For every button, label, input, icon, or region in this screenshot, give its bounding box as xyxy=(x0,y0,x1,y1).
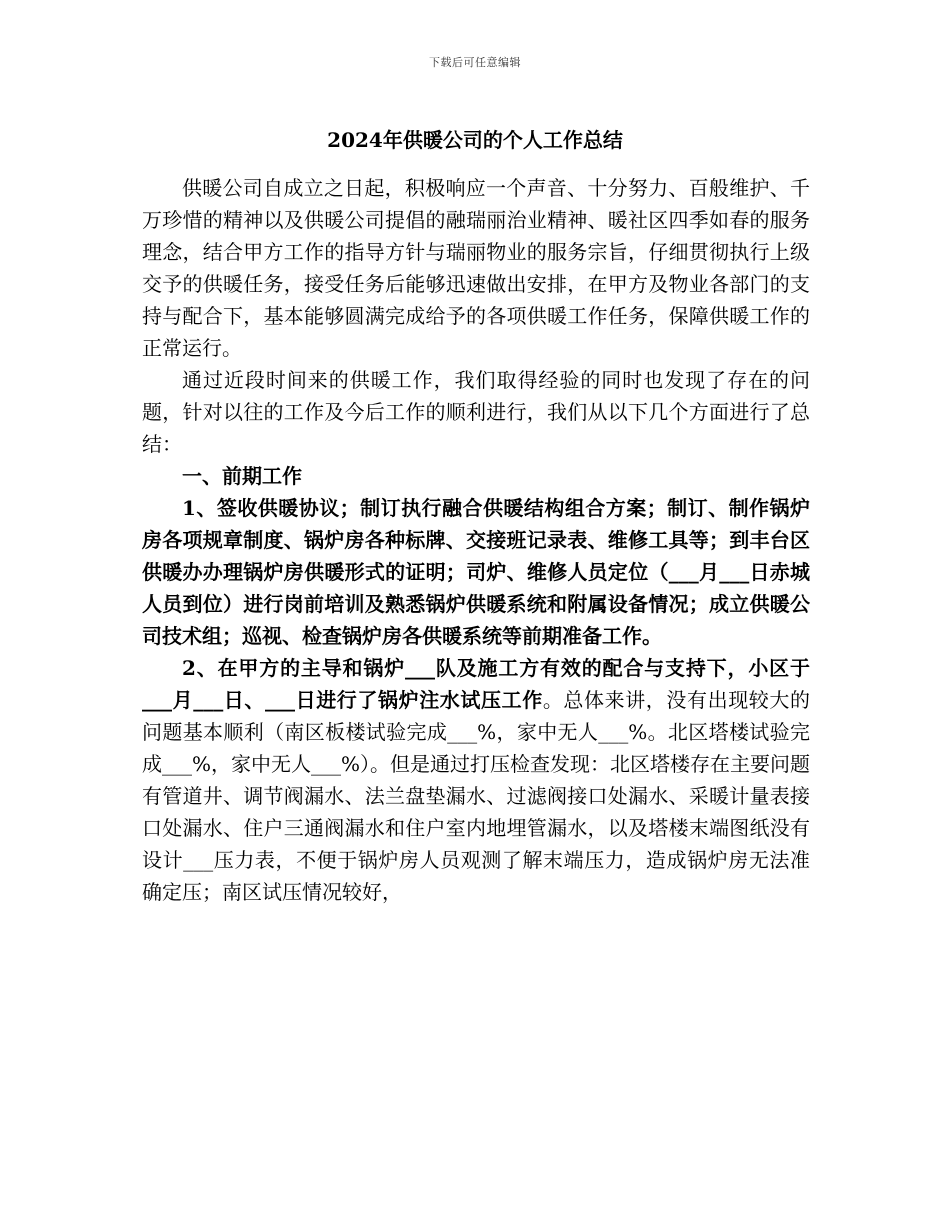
paragraph-item-2 xyxy=(142,652,810,908)
header-note: 下载后可任意编辑 xyxy=(429,56,521,69)
paragraph-intro: 供暖公司自成立之日起，积极响应一个声音、十分努力、百般维护、千万珍惜的精神以及供暖公司提倡的融瑞丽治业精神、暖社区四季如春的服务理念，结合甲方工作的指导方针与瑞丽物业的服务宗旨，仔细贯彻执行上级交予的供暖任务，接受任务后能够迅速做出安排，在甲方及物业各部门的支持与配合下，基本能够圆满完成给予的各项供暖工作任务，保障供暖工作的正常运行。 xyxy=(142,176,810,360)
paragraph-summary-intro: 通过近段时间来的供暖工作，我们取得经验的同时也发现了存在的问题，针对以往的工作及今后工作的顺利进行，我们从以下几个方面进行了总结： xyxy=(142,368,810,456)
document-title: 2024年供暖公司的个人工作总结 xyxy=(327,128,623,152)
section-heading-preliminary-work: 一、前期工作 xyxy=(182,464,302,488)
document-body xyxy=(142,172,810,908)
paragraph-item-1: 1、签收供暖协议；制订执行融合供暖结构组合方案；制订、制作锅炉房各项规章制度、锅炉房各种标牌、交接班记录表、维修工具等；到丰台区供暖办办理锅炉房供暖形式的证明；司炉、维修人员定位（___月___日赤城人员到位）进行岗前培训及熟悉锅炉供暖系统和附属设备情况；成立供暖公司技术组；巡视、检查锅炉房各供暖系统等前期准备工作。 xyxy=(142,496,810,648)
paragraph-item-2-normal: 。总体来讲，没有出现较大的问题基本顺利（南区板楼试验完成___%，家中无人___%。北区塔楼试验完成___%，家中无人___%）。但是通过打压检查发现：北区塔楼存在主要问题有管道井、调节阀漏水、法兰盘垫漏水、过滤阀接口处漏水、采暖计量表接口处漏水、住户三通阀漏水和住户室内地埋管漏水，以及塔楼末端图纸没有设计___压力表，不便于锅炉房人员观测了解末端压力，造成锅炉房无法准确定压；南区试压情况较好， xyxy=(142,688,811,904)
paragraph-item-2-bold: 2、在甲方的主导和锅炉___队及施工方有效的配合与支持下，小区于___月___日、___日进行了锅炉注水试压工作 xyxy=(142,656,810,712)
